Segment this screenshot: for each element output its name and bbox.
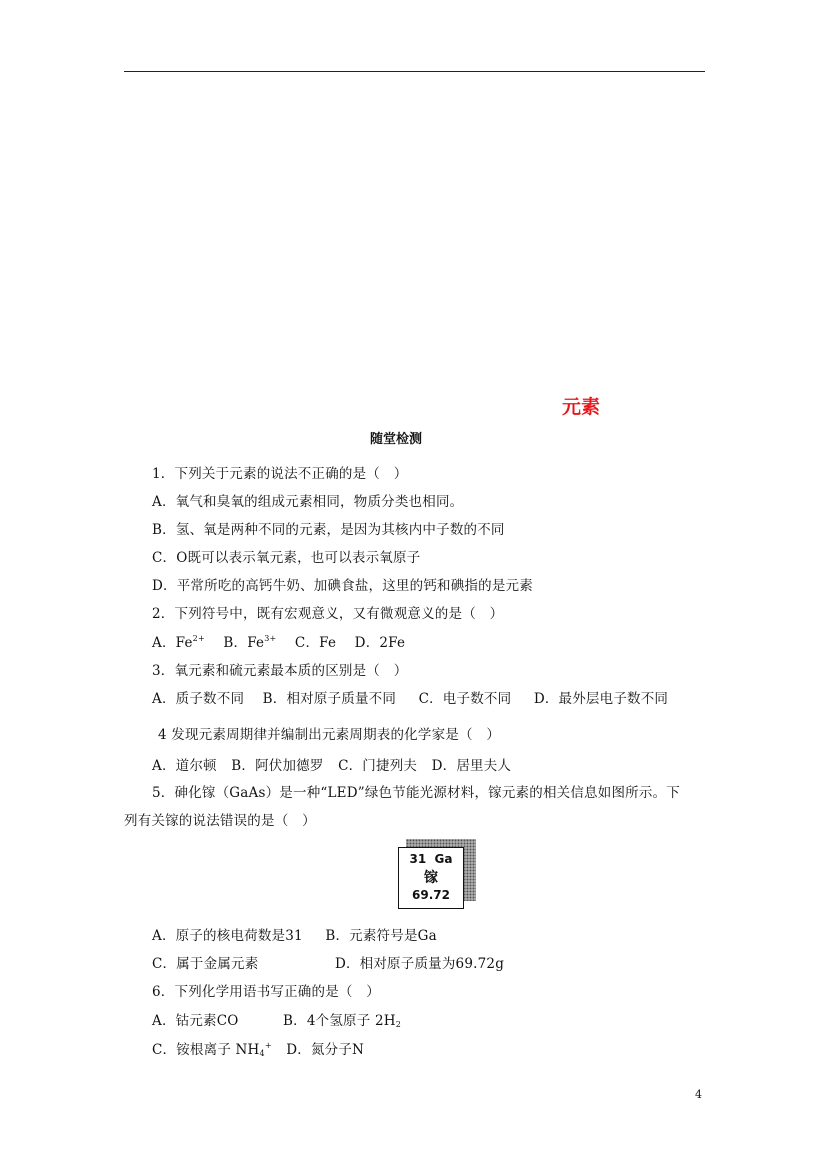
q2-stem: 2．下列符号中，既有宏观意义，又有微观意义的是（ ） (152, 606, 504, 622)
q1-option-c: C．O既可以表示氧元素，也可以表示氧原子 (152, 550, 421, 566)
q6-option-d: D．氮分子N (286, 1042, 365, 1058)
q5-option-d: D．相对原子质量为69.72g (334, 956, 505, 972)
element-card-header (399, 852, 463, 866)
q5-option-a: A．原子的核电荷数是31 (152, 928, 303, 944)
q2-option-c: C．Fe (294, 635, 337, 651)
q5-stem-line2: 列有关镓的说法错误的是（ ） (124, 813, 316, 829)
element-card (398, 847, 464, 909)
q6-stem: 6．下列化学用语书写正确的是（ ） (152, 984, 380, 1000)
q4-option-a: A．道尔顿 (152, 758, 217, 774)
q6-option-c: C．铵根离子 $NH_4^+$ (152, 1041, 272, 1058)
q6-option-a: A．钴元素CO (152, 1013, 239, 1029)
q1-option-b: B．氢、氧是两种不同的元素，是因为其核内中子数的不同 (152, 522, 505, 538)
q3-stem: 3．氧元素和硫元素最本质的区别是（ ） (152, 663, 408, 679)
element-card-figure (398, 839, 476, 909)
header-rule (124, 71, 705, 72)
q3-option-b: B．相对原子质量不同 (262, 691, 397, 707)
q4-stem: 4 发现元素周期律并编制出元素周期表的化学家是（ ） (158, 727, 501, 743)
section-heading: 随堂检测 (370, 432, 423, 447)
q4-option-c: C．门捷列夫 (338, 758, 418, 774)
q5-option-b: B．元素符号是Ga (325, 928, 437, 944)
q2-options (152, 631, 405, 651)
q6-option-b: B．4个氢原子 $2H_2$ (283, 1013, 402, 1029)
q3-option-a: A．质子数不同 (152, 691, 245, 707)
q5-option-c: C．属于金属元素 (152, 956, 259, 972)
q6-options-cd (152, 1038, 364, 1058)
element-symbol: Ga (434, 852, 453, 866)
q4-option-b: B．阿伏加德罗 (231, 758, 324, 774)
q2-option-d: D．2Fe (354, 635, 406, 651)
page-title: 元素 (562, 396, 601, 418)
page-number: 4 (695, 1088, 702, 1101)
q5-options-ab (152, 924, 437, 944)
q4-option-d: D．居里夫人 (431, 758, 512, 774)
q4-options (152, 754, 511, 774)
q1-stem: 1．下列关于元素的说法不正确的是（ ） (152, 466, 408, 482)
q3-option-d: D．最外层电子数不同 (533, 691, 669, 707)
element-atomic-mass: 69.72 (412, 888, 450, 902)
q1-option-d: D．平常所吃的高钙牛奶、加碘食盐，这里的钙和碘指的是元素 (152, 578, 533, 594)
q1-option-a: A．氧气和臭氧的组成元素相同，物质分类也相同。 (152, 494, 464, 510)
q2-option-a: A．$Fe^{2+}$ (152, 634, 205, 651)
q2-option-b: B．$Fe^{3+}$ (223, 634, 277, 651)
q3-options (152, 687, 668, 707)
element-name: 镓 (424, 870, 438, 886)
element-atomic-number: 31 (409, 852, 427, 866)
q6-options-ab (152, 1009, 401, 1029)
q5-options-cd (152, 952, 504, 972)
q5-stem-line1: 5．砷化镓（GaAs）是一种“LED”绿色节能光源材料，镓元素的相关信息如图所示。下 (152, 785, 680, 801)
q3-option-c: C．电子数不同 (418, 691, 512, 707)
